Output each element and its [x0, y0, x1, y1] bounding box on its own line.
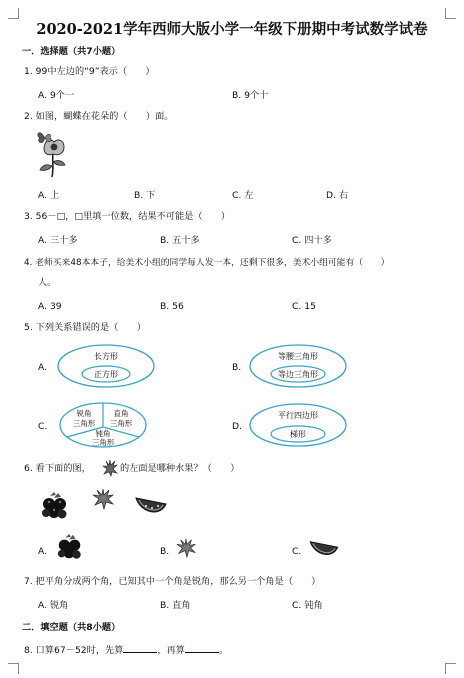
q3-option-b: B. 五十多 — [160, 235, 200, 246]
watermelon-option-icon — [308, 538, 340, 560]
q5a-outer-label: 长方形 — [94, 352, 118, 361]
q5c-acute-label-2: 三角形 — [72, 419, 96, 428]
q5d-inner-label: 梯形 — [290, 430, 306, 439]
question-8 — [24, 643, 228, 657]
q6-option-a: A. — [38, 546, 48, 557]
q7-option-c: C. 钝角 — [292, 600, 323, 611]
q5-option-c: C. — [38, 421, 48, 432]
q3-option-a: A. 三十多 — [38, 235, 78, 246]
q5d-outer-label: 平行四边形 — [278, 411, 318, 420]
question-4-continued: 人。 — [38, 277, 57, 288]
q5-option-a: A. — [38, 362, 48, 373]
question-1: 1. 99中左边的“9”表示（ ） — [24, 66, 155, 77]
q5c-obtuse-label: 钝角 — [95, 429, 111, 438]
question-5: 5. 下列关系错误的是（ ） — [24, 322, 146, 333]
crop-mark — [8, 663, 19, 674]
q8-text-b: ，再算 — [157, 645, 185, 656]
q2-option-a: A. 上 — [38, 190, 60, 201]
q2-option-c: C. 左 — [232, 190, 254, 201]
butterfly-flower-image — [36, 130, 70, 178]
q5-diagram-b — [248, 342, 348, 390]
watermelon-icon — [134, 494, 168, 518]
q6-option-b: B. — [160, 546, 170, 557]
pineapple-icon — [92, 488, 114, 510]
q4-option-c: C. 15 — [292, 301, 316, 312]
answer-blank[interactable] — [123, 643, 157, 653]
q8-text-c: 。 — [218, 645, 229, 656]
question-7: 7. 把平角分成两个角，已知其中一个角是锐角，那么另一个角是（ ） — [24, 576, 321, 587]
page-title: 2020-2021学年西师大版小学一年级下册期中考试数学试卷 — [36, 21, 428, 38]
q5-diagram-d — [248, 401, 348, 449]
question-4: 4. 老师买来48本本子，给美术小组的同学每人发一本，还剩下很多，美术小组可能有（ ） — [24, 258, 390, 268]
q5b-outer-label: 等腰三角形 — [278, 352, 318, 361]
q5a-inner-label: 正方形 — [94, 370, 118, 379]
q4-option-a: A. 39 — [38, 301, 62, 312]
q5-diagram-a — [56, 342, 156, 390]
q3-option-c: C. 四十多 — [292, 235, 332, 246]
q7-option-a: A. 锐角 — [38, 600, 69, 611]
answer-blank[interactable] — [185, 643, 219, 653]
q4-option-b: B. 56 — [160, 301, 184, 312]
q5b-inner-label: 等边三角形 — [278, 370, 318, 379]
section-heading: 二．填空题（共8小题） — [22, 622, 121, 633]
pineapple-icon — [102, 459, 118, 477]
grapes-icon — [40, 490, 70, 524]
question-2: 2. 如图，蝴蝶在花朵的（ ）面。 — [24, 111, 174, 122]
q5-option-d: D. — [232, 421, 242, 432]
q5-option-b: B. — [232, 362, 242, 373]
crop-mark — [445, 663, 456, 674]
question-3: 3. 56－□，□里填一位数，结果不可能是（ ） — [24, 211, 231, 222]
q8-text-a: 8. 口算67－52时，先算 — [24, 645, 124, 656]
q1-option-a: A. 9个一 — [38, 90, 75, 101]
section-heading: 一．选择题（共7小题） — [22, 46, 121, 57]
q5c-right-label: 直角 — [113, 409, 129, 418]
question-6-start: 6. 看下面的图， — [24, 463, 91, 474]
question-6-end: 的左面是哪种水果？（ ） — [120, 463, 240, 474]
q7-option-b: B. 直角 — [160, 600, 191, 611]
q5c-right-label-2: 三角形 — [109, 419, 133, 428]
q2-option-d: D. 右 — [326, 190, 349, 201]
q6-option-c: C. — [292, 546, 302, 557]
pineapple-option-icon — [176, 538, 196, 558]
q1-option-b: B. 9个十 — [232, 90, 269, 101]
q2-option-b: B. 下 — [134, 190, 156, 201]
q5-diagram-c — [58, 401, 148, 449]
grapes-option-icon — [56, 532, 84, 564]
q5c-acute-label: 锐角 — [76, 409, 92, 418]
q5c-obtuse-label-2: 三角形 — [91, 438, 115, 447]
